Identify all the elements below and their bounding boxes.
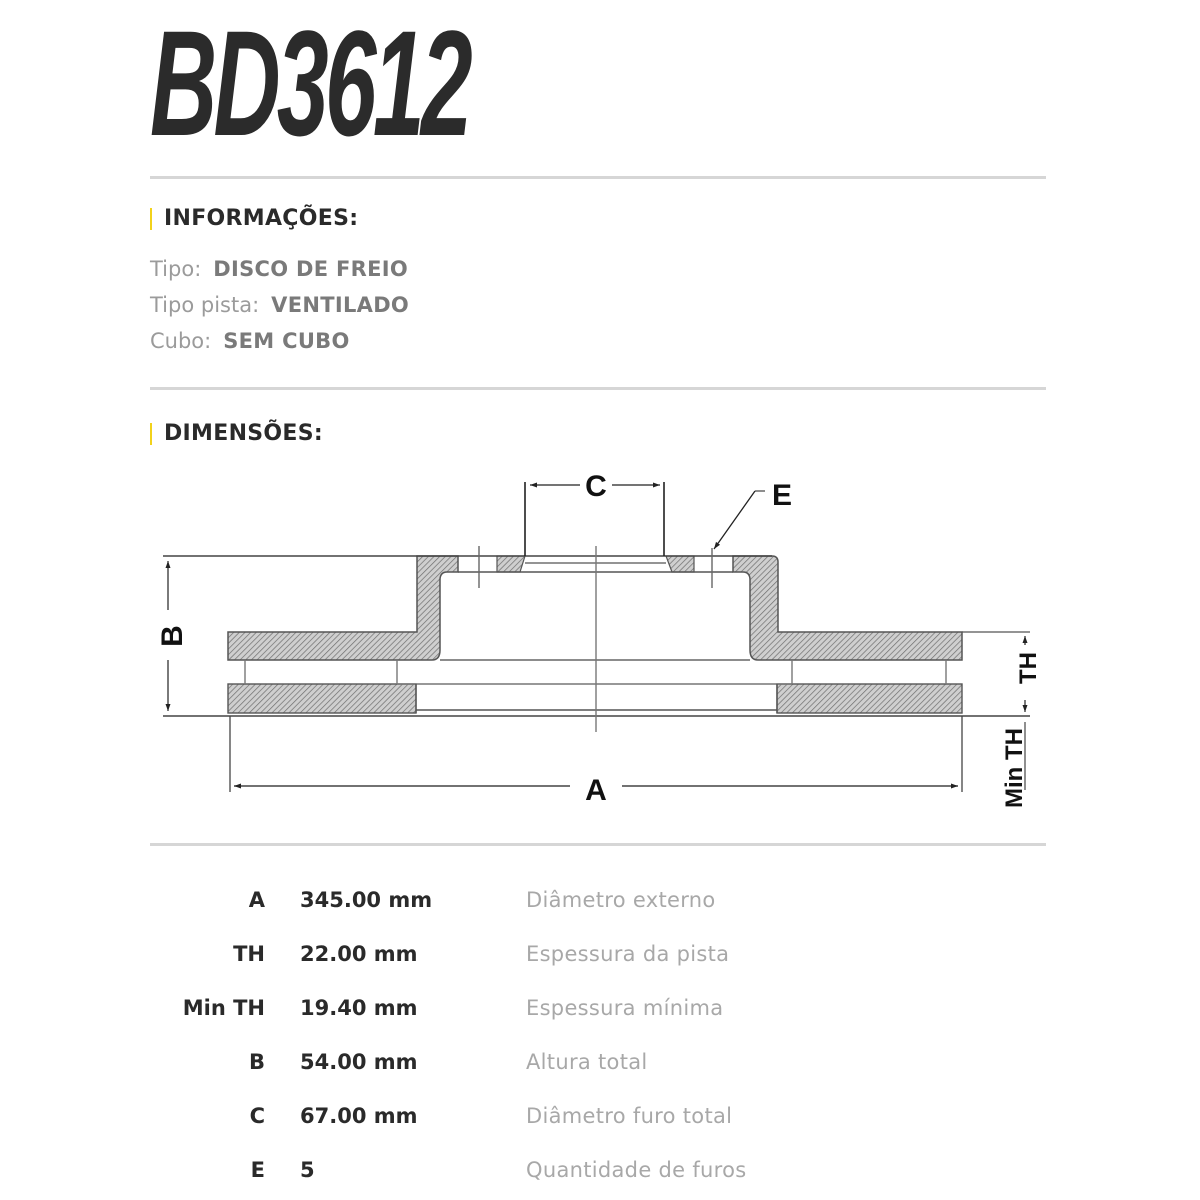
spec-value: 5 bbox=[300, 1158, 315, 1182]
dimensions-heading-text: DIMENSÕES: bbox=[164, 421, 323, 446]
info-row-tipo bbox=[150, 257, 408, 281]
spec-row bbox=[0, 1050, 1200, 1090]
spec-value: 67.00 mm bbox=[300, 1104, 418, 1128]
label-e: E bbox=[771, 479, 793, 512]
info-label: Cubo: bbox=[150, 329, 212, 353]
divider-middle bbox=[150, 387, 1046, 390]
spec-description: Diâmetro furo total bbox=[526, 1104, 733, 1128]
label-min-th: Min TH bbox=[1001, 728, 1028, 808]
spec-description: Altura total bbox=[526, 1050, 648, 1074]
spec-value: 345.00 mm bbox=[300, 888, 433, 912]
spec-code: A bbox=[248, 888, 265, 912]
label-th: TH bbox=[1015, 652, 1042, 684]
info-value: VENTILADO bbox=[271, 293, 410, 317]
spec-value: 19.40 mm bbox=[300, 996, 418, 1020]
divider-bottom bbox=[150, 843, 1046, 846]
spec-code: E bbox=[250, 1158, 265, 1182]
label-a: A bbox=[585, 774, 607, 807]
info-label: Tipo: bbox=[150, 257, 202, 281]
divider-top bbox=[150, 176, 1046, 179]
spec-code: C bbox=[249, 1104, 265, 1128]
info-row-tipo-pista bbox=[150, 293, 409, 317]
spec-description: Quantidade de furos bbox=[526, 1158, 747, 1182]
product-code-title: BD3612 bbox=[150, 0, 469, 167]
info-value: DISCO DE FREIO bbox=[213, 257, 409, 281]
spec-code: Min TH bbox=[182, 996, 265, 1020]
accent-bar bbox=[150, 423, 152, 445]
info-section-heading bbox=[150, 206, 358, 231]
spec-row bbox=[0, 996, 1200, 1036]
spec-row bbox=[0, 1104, 1200, 1144]
accent-bar bbox=[150, 208, 152, 230]
label-b: B bbox=[156, 625, 189, 647]
spec-row bbox=[0, 1158, 1200, 1198]
label-c: C bbox=[585, 470, 607, 503]
spec-description: Espessura da pista bbox=[526, 942, 730, 966]
spec-row bbox=[0, 942, 1200, 982]
info-value: SEM CUBO bbox=[223, 329, 350, 353]
spec-code: TH bbox=[233, 942, 265, 966]
spec-description: Espessura mínima bbox=[526, 996, 724, 1020]
info-label: Tipo pista: bbox=[150, 293, 260, 317]
spec-value: 22.00 mm bbox=[300, 942, 418, 966]
spec-description: Diâmetro externo bbox=[526, 888, 716, 912]
spec-code: B bbox=[248, 1050, 265, 1074]
info-row-cubo bbox=[150, 329, 350, 353]
dimensions-section-heading bbox=[150, 421, 323, 446]
spec-row bbox=[0, 888, 1200, 928]
spec-value: 54.00 mm bbox=[300, 1050, 418, 1074]
info-heading-text: INFORMAÇÕES: bbox=[164, 206, 359, 231]
